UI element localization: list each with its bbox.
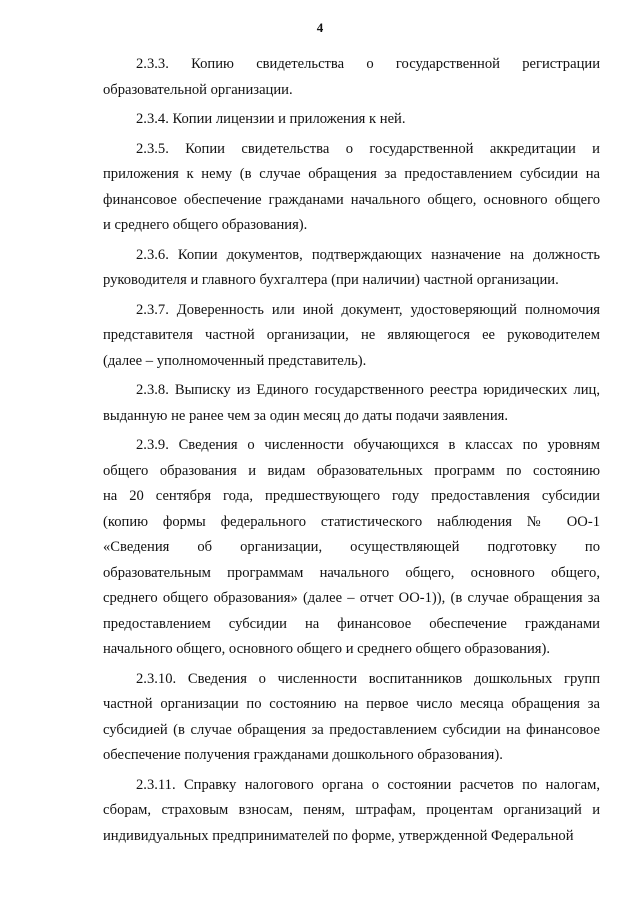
paragraph-line: среднего общего образования» (далее – отчет ОО-1)), (в случае обращения за: [103, 590, 600, 606]
paragraph: [103, 107, 600, 133]
paragraph-line: субсидией (в случае обращения за предоставлением субсидии на финансовое: [103, 721, 600, 738]
paragraph-line: финансовое обеспечение гражданами начального общего, основного общего: [103, 191, 600, 208]
paragraph-line: образовательной организации.: [103, 81, 293, 98]
paragraph-line: (копию формы федерального статистического наблюдения № ОО-1: [103, 513, 600, 530]
paragraph-line: представителя частной организации, не являющегося ее руководителем: [103, 327, 600, 343]
paragraph: [103, 52, 600, 103]
paragraph: [103, 773, 600, 850]
paragraph-line: образовательным программам начального общего, основного общего,: [103, 564, 600, 581]
paragraph-line: 2.3.9. Сведения о численности обучающихся в классах по уровням: [136, 437, 600, 453]
paragraph: [103, 378, 600, 429]
paragraph-line: «Сведения об организации, осуществляющей подготовку по: [103, 539, 600, 555]
paragraph-line: выданную не ранее чем за один месяц до даты подачи заявления.: [103, 407, 508, 424]
paragraph-line: 2.3.8. Выписку из Единого государственного реестра юридических лиц,: [136, 382, 600, 398]
paragraph-line: руководителя и главного бухгалтера (при наличии) частной организации.: [103, 272, 559, 288]
paragraph-line: 2.3.11. Справку налогового органа о состоянии расчетов по налогам,: [136, 776, 600, 793]
page-number: 4: [316, 20, 324, 35]
paragraph-line: 2.3.10. Сведения о численности воспитанников дошкольных групп: [136, 670, 600, 687]
paragraph-line: обеспечение получения гражданами дошкольного образования).: [103, 747, 503, 763]
paragraph-line: 2.3.5. Копии свидетельства о государственной аккредитации и: [136, 140, 600, 157]
paragraph-line: приложения к нему (в случае обращения за предоставлением субсидии на: [103, 166, 600, 182]
paragraph: [103, 667, 600, 769]
paragraph-line: индивидуальных предпринимателей по форме, утвержденной Федеральной: [103, 827, 574, 844]
paragraph-line: 2.3.4. Копии лицензии и приложения к ней.: [136, 111, 406, 127]
paragraph: [103, 137, 600, 239]
paragraph: [103, 298, 600, 375]
paragraph-line: (далее – уполномоченный представитель).: [103, 352, 367, 369]
paragraph-line: начального общего, основного общего и среднего общего образования).: [103, 641, 551, 657]
paragraph-line: и среднего общего образования).: [103, 217, 308, 233]
paragraph-line: частной организации по состоянию на первое число месяца обращения за: [103, 696, 600, 712]
paragraph: [103, 433, 600, 663]
paragraph-line: 2.3.7. Доверенность или иной документ, удостоверяющий полномочия: [136, 301, 600, 318]
paragraph: [103, 243, 600, 294]
paragraph-line: сборам, страховым взносам, пеням, штрафам, процентам организаций и: [103, 802, 600, 818]
paragraph-line: общего образования и видам образовательных программ по состоянию: [103, 462, 600, 479]
paragraph-line: предоставлением субсидии на финансовое обеспечение гражданами: [103, 615, 600, 632]
paragraph-line: на 20 сентября года, предшествующего году предоставления субсидии: [103, 488, 600, 504]
paragraph-line: 2.3.6. Копии документов, подтверждающих назначение на должность: [136, 246, 600, 263]
document-body: [103, 52, 600, 853]
paragraph-line: 2.3.3. Копию свидетельства о государственной регистрации: [136, 56, 600, 72]
